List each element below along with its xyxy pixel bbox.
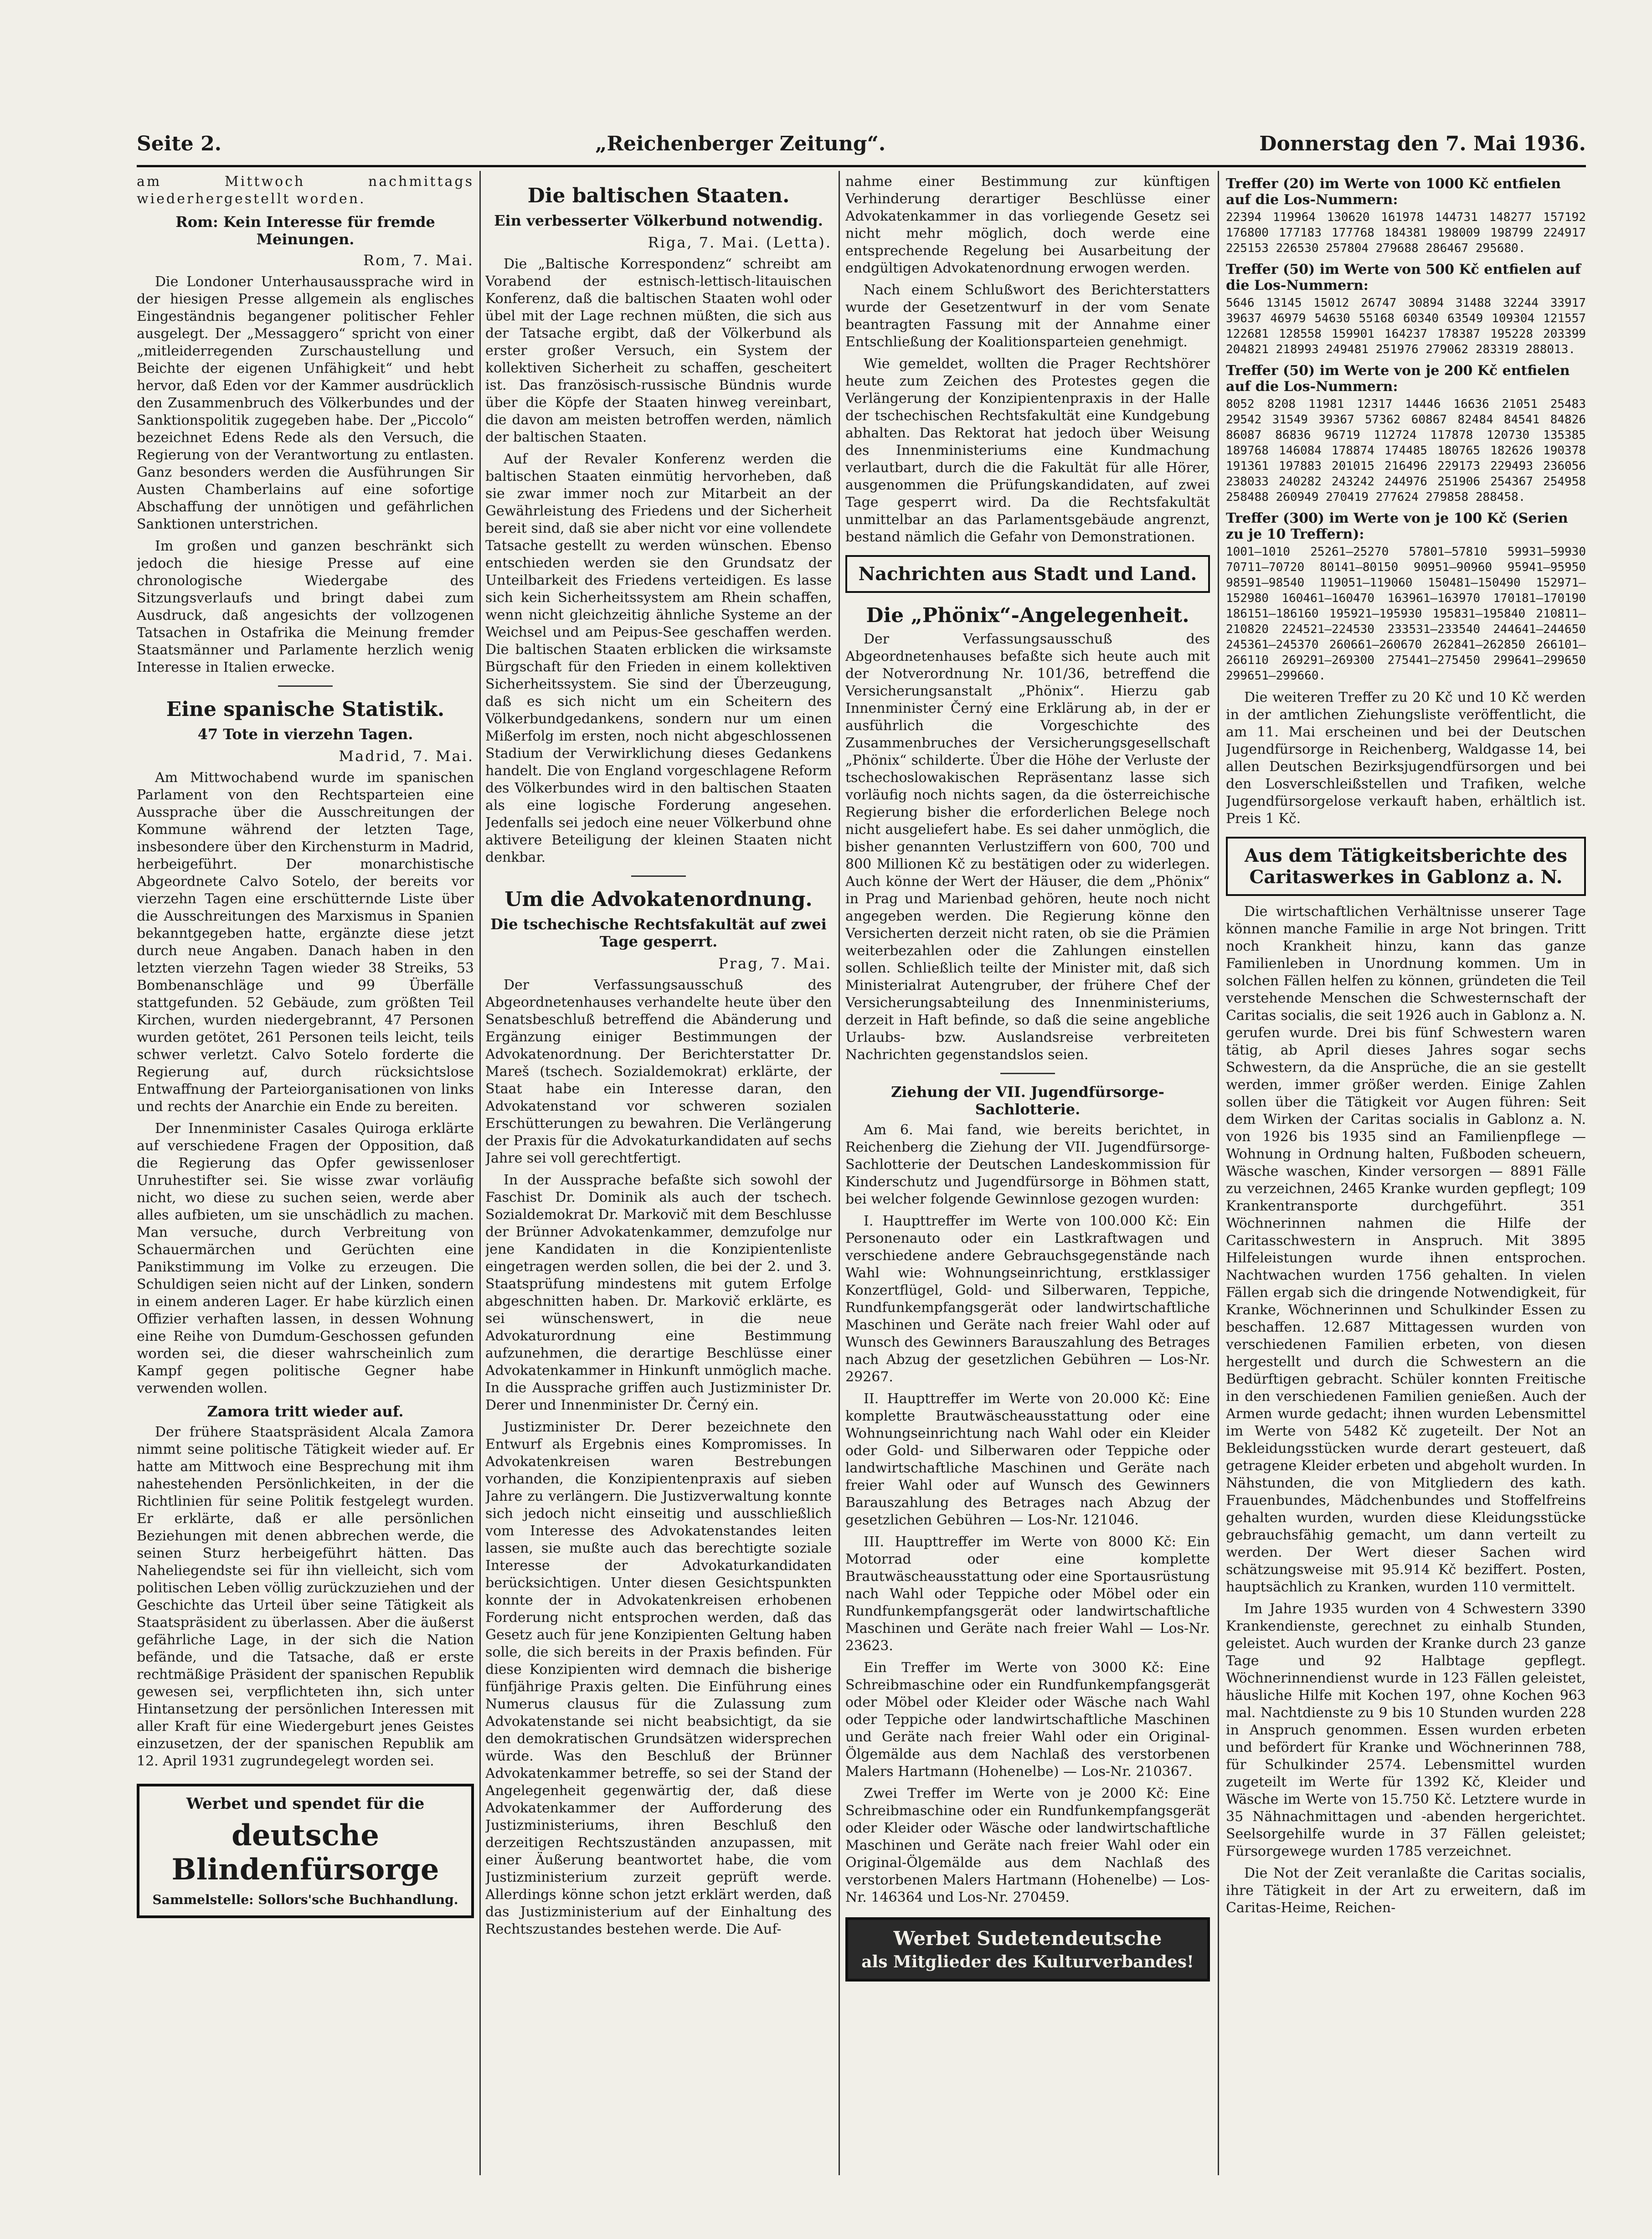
paragraph: Justizminister Dr. Derer bezeichnete den Entwurf als Ergebnis eines Kompromisses. In Advokatenkreisen waren Bestrebungen vorhanden, die Konzipientenpraxis auf sieben Jahre zu verlängern. Die Justizverwaltung konnte sich jedoch nicht einseitig und ausschließlich vom Interesse des Advokatenstandes leiten lassen, sie mußte auch das berechtigte soziale Interesse der Advokaturkandidaten berücksichtigen. Unter diesen Gesichtspunkten konnte der in Advokatenkreisen erhobenen Forderung nicht entsprochen werden, daß das Gesetz auch für jene Konzipienten Geltung haben solle, die sich bereits in der Praxis befinden. Für diese Konzipienten wird demnach die bisherige fünfjährige Praxis gelten. Die Einführung eines Numerus clausus für die Zulassung zum Advokatenstande sei nicht beabsichtigt, da sie den demokratischen Grundsätzen widersprechen würde. Was den Beschluß der Brünner Advokatenkammer betreffe, so sei der Stand der Angelegenheit gegenwärtig der, daß diese Advokatenkammer der Aufforderung des Justizministeriums, ihren Beschluß den derzeitigen Rechtszuständen anzupassen, mit einer Äußerung beantwortet habe, die vom Justizministerium zurzeit geprüft werde. Allerdings könne schon jetzt erklärt werden, daß das Justizministerium auf der Einhaltung des Rechtszustandes bestehen werde. Die Auf- [485, 1419, 832, 1937]
paragraph: II. Haupttreffer im Werte von 20.000 Kč: Eine komplette Brautwäscheausstattung oder eine Wohnungseinrichtung nach Wahl oder ein Kleider oder Gold- und Silberwaren oder Teppiche oder landwirtschaftliche Maschinen und Geräte nach freier Wahl oder auf Wunsch des Gewinners Barauszahlung des Betrages nach Abzug der gesetzlichen Gebühren — Los-Nr. 121046. [845, 1391, 1210, 1528]
dateline: Madrid, 7. Mai. [339, 747, 474, 765]
paragraph: Ein Treffer im Werte von 3000 Kč: Eine Schreibmaschine oder ein Rundfunkempfangsgerät oder Möbel oder Kleider oder Wäsche nach Wahl oder Teppiche oder landwirtschaftliche Maschinen und Geräte nach freier Wahl oder ein Original-Ölgemälde aus dem Nachlaß des verstorbenen Malers Hartmann (Hohenelbe) — Los-Nr. 210367. [845, 1660, 1210, 1780]
paragraph: Am Mittwochabend wurde im spanischen Parlament von den Rechtsparteien eine Aussprache über die Ausschreitungen der Kommune während der letzten Tage, insbesondere über den Kirchensturm in Madrid, herbeigeführt. Der monarchistische Abgeordnete Calvo Sotelo, der bereits vor vierzehn Tagen eine erschütternde Liste über die Ausschreitungen des Marxismus in Spanien bekanntgegeben hatte, ergänzte diese jetzt durch neue Angaben. Danach haben in den letzten vierzehn Tagen wieder 38 Streiks, 53 Bombenanschläge und 99 Überfälle stattgefunden. 52 Gebäude, zum größten Teil Kirchen, wurden niedergebrannt, 47 Personen wurden getötet, 261 Personen teils leicht, teils schwer verletzt. Calvo Sotelo forderte die Regierung auf, durch rücksichtslose Entwaffnung der Parteiorganisationen von links und rechts der Anarchie ein Ende zu bereiten. [137, 770, 474, 1115]
paragraph: Der frühere Staatspräsident Alcala Zamora nimmt seine politische Tätigkeit wieder auf. Er hatte am Mittwoch eine Besprechung mit ihm nahestehenden Persönlichkeiten, in der die Richtlinien für seine Politik festgelegt wurden. Er erklärte, daß er alle persönlichen Beziehungen mit denen abbrechen werde, die seinen Sturz herbeigeführt hätten. Das Naheliegendste sei für ihn vielleicht, sich vom politischen Leben völlig zurückzuziehen und der Geschichte das Urteil über seine Tätigkeit als Staatspräsident zu überlassen. Aber die äußerst gefährliche Lage, in der sich die Nation befände, und die Tatsache, daß er erste rechtmäßige Präsident der spanischen Republik gewesen sei, verpflichteten ihn, sich unter Hintansetzung der persönlichen Interessen mit aller Kraft für eine Wiedergeburt jenes Geistes einzusetzen, der der spanischen Republik am 12. April 1931 zugrundegelegt worden sei. [137, 1424, 474, 1769]
section-heading: Aus dem Tätigkeitsberichte des Caritaswerkes in Gablonz a. N. [1226, 837, 1586, 896]
column-divider [479, 171, 481, 2175]
ticket-numbers: 22394 119964 130620 161978 144731 148277 157192 176800 177183 177768 184381 198009 198799 224917 225153 226530 257804 279688 286467 295680. [1226, 211, 1586, 255]
ad-line: Werbet und spendet für die [186, 1795, 425, 1813]
dateline: Riga, 7. Mai. (Letta). [648, 234, 832, 251]
masthead-title: „Reichenberger Zeitung“. [595, 132, 886, 155]
paragraph: Nach einem Schlußwort des Berichterstatters wurde der Gesetzentwurf in der vom Senate beantragten Fassung mit der Annahme einer Entschließung der Koalitionsparteien genehmigt. [845, 282, 1210, 350]
paragraph: Die Londoner Unterhausaussprache wird in der hiesigen Presse allgemein als englisches Eingeständnis begangener politischer Fehler ausgelegt. Der „Messaggero“ spricht von einer „mitleiderregenden Zurschaustellung und Beichte der eigenen Unfähigkeit“ und hebt hervor, daß Eden vor der Kammer ausdrücklich den Zusammenbruch des Völkerbundes und der Sanktionspolitik zugegeben habe. Der „Piccolo“ bezeichnet Edens Rede als den Versuch, die Regierung von der Verantwortung zu entlasten. Ganz besonders werden die Ausführungen Sir Austen Chamberlains auf eine sofortige Abschaffung der unnötigen und gefährlichen Sanktionen unterstrichen. [137, 274, 474, 532]
paragraph: Im Jahre 1935 wurden von 4 Schwestern 3390 Krankendienste, gerechnet zu einhalb Stunden, geleistet. Auch wurden der Kranke durch 23 ganze Tage und 92 Halbtage gepflegt. Wöchnerinnendienst wurde in 123 Fällen geleistet, häusliche Hilfe mit Kochen 197, ohne Kochen 963 mal. Nachtdienste zu 9 bis 10 Stunden wurden 228 in Anspruch genommen. Essen wurden erbeten und befördert für Kranke und Wöchnerinnen 788, für Schulkinder 2574. Lebensmittel wurden zugeteilt im Werte für 1392 Kč, Kleider und Wäsche im Werte von 15.750 Kč. Letztere wurde in 35 Nähnachmittagen und -abenden hergerichtet. Seelsorgehilfe wurde in 37 Fällen geleistet; Fürsorgewege wurden 1785 verzeichnet. [1226, 1601, 1586, 1859]
banner-line: Werbet Sudetendeutsche [893, 1927, 1162, 1950]
paragraph: Der Verfassungsausschuß des Abgeordnetenhauses befaßte sich heute auch mit der Notverordnung Nr. 101/36, betreffend die Versicherungsanstalt „Phönix“. Hierzu gab Innenminister Černý eine Erklärung ab, in der er ausführlich die Vorgeschichte des Zusammenbruches der Versicherungsgesellschaft „Phönix“ schilderte. Über die Höhe der Verluste der tschechoslowakischen Repräsentanz lasse sich vorläufig noch nichts sagen, da die österreichische Regierung bisher die erforderlichen Belege noch nicht ausgeliefert habe. Es sei daher unmöglich, die bisher genannten Verlustziffern von 600, 700 und 800 Millionen Kč zu bestätigen oder zu widerlegen. Auch könne der Wert der Häuser, die dem „Phönix“ in Prag und Marienbad gehören, heute noch nicht angegeben werden. Die Regierung könne den Versicherten derzeit nicht raten, ob sie die Prämien weiterbezahlen oder die Zahlungen einstellen sollen. Schließlich teilte der Minister mit, daß sich Ministerialrat Autengruber, der frühere Chef der Versicherungsabteilung des Innenministeriums, derzeit in Haft befinde, so daß die seine angebliche Urlaubs- bzw. Auslandsreise verbreiteten Nachrichten gegenstandslos seien. [845, 631, 1210, 1063]
banner-advertisement [845, 1917, 1210, 1982]
separator [631, 875, 686, 877]
page-header [137, 128, 1586, 160]
dateline: Prag, 7. Mai. [718, 955, 832, 972]
column-3 [845, 173, 1210, 2175]
paragraph: Auf der Revaler Konferenz werden die baltischen Staaten einmütig hervorheben, daß sie zwar immer noch zur Mitarbeit an der Gewährleistung des Friedens und der Sicherheit bereit sind, daß sie aber nicht vor eine vollendete Tatsache gestellt zu werden wünschen. Ebenso entschieden werden sie den Grundsatz der Unteilbarkeit des Friedens verteidigen. Es lasse sich kein Sicherheitssystem am Rhein schaffen, wenn nicht gleichzeitig ähnliche Systeme an der Weichsel und am Peipus-See geschaffen werden. Die baltischen Staaten erblicken die wirksamste Bürgschaft für den Frieden in einem kollektiven Sicherheitssystem. Sie sind der Überzeugung, daß es sich nicht um ein Scheitern des Völkerbundgedankens, sondern nur um einen Mißerfolg im ersten, noch nicht abgeschlossenen Stadium der Verwirklichung dieses Gedankens handelt. Die von England vorgeschlagene Reform des Völkerbundes wird in den baltischen Staaten als eine logische Forderung angesehen. Jedenfalls sei jedoch eine neuer Völkerbund ohne aktivere Beteiligung der kleinen Staaten nicht denkbar. [485, 451, 832, 865]
banner-line: als Mitglieder des Kulturverbandes! [861, 1952, 1194, 1971]
paragraph: Wie gemeldet, wollten die Prager Rechtshörer heute zum Zeichen des Protestes gegen die Verlängerung der Konzipientenpraxis in der Halle der tschechischen Rechtsfakultät eine Kundgebung abhalten. Das Rektorat hat jedoch über Weisung des Innenministeriums eine Kundmachung verlautbart, durch die die Fakultät für alle Hörer, ausgenommen die Prüfungskandidaten, auf zwei Tage gesperrt wird. Da die Rechtsfakultät unmittelbar an das Parlamentsgebäude angrenzt, bestand nämlich die Gefahr von Demonstrationen. [845, 356, 1210, 545]
paragraph: Die „Baltische Korrespondenz“ schreibt am Vorabend der estnisch-lettisch-litauischen Konferenz, daß die baltischen Staaten wohl oder übel mit der Lage rechnen müßten, die sich aus der Tatsache ergibt, daß der Völkerbund als erster großer Versuch, ein System der kollektiven Sicherheit zu schaffen, gescheitert ist. Das französisch-russische Bündnis wurde über die Köpfe der Staaten hinweg vereinbart, die davon am meisten betroffen werden, nämlich der baltischen Staaten. [485, 256, 832, 445]
paragraph: Die wirtschaftlichen Verhältnisse unserer Tage können manche Familie in arge Not bringen. Tritt noch Krankheit hinzu, kann das ganze Familienleben in Unordnung kommen. Um in solchen Fällen helfen zu können, gründeten die Teil verstehende Menschen die Schwesternschaft der Caritas socialis, die seit 1926 auch in Gablonz a. N. gerufen wurde. Drei bis fünf Schwestern waren tätig, ab April dieses Jahres sogar sechs Schwestern, da die Ansprüche, die an sie gestellt werden, immer größer werden. Einige Zahlen sollen über die Tätigkeit vor Augen führen: Seit dem Wirken der Caritas socialis in Gablonz a. N. von 1926 bis 1935 sind an Familienpflege — Wohnung in Ordnung halten, Fußboden scheuern, Wäsche waschen, Kinder versorgen — 8891 Fälle zu verzeichnen, 2465 Kranke wurden gepflegt; 109 Krankentransporte durchgeführt. 351 Wöchnerinnen nahmen die Hilfe der Caritasschwestern in Anspruch. Mit 3895 Hilfeleistungen wurde ihnen entsprochen. Nachtwachen wurden 1756 gehalten. In vielen Fällen ergab sich die dringende Notwendigkeit, für Kranke, Wöchnerinnen und Schulkinder Essen zu beschaffen. 12.687 Mittagessen wurden von verschiedenen Familien erbeten, von diesen hergestellt und durch die Schwestern an die Bedürftigen gebracht. Schüler konnten Freitische in den verschiedenen Familien genießen. Auch der Armen wurde gedacht; ihnen wurden Lebensmittel im Werte von 5482 Kč zugeteilt. Der Not an Bekleidungsstücken wurde derart gesteuert, daß getragene Kleider erbeten und abgeholt wurden. In Nähstunden, die von Mitgliedern des kath. Frauenbundes, Mädchenbundes und Stoffelfreins gehalten wurden, wurden diese Kleidungsstücke gebrauchsfähig gemacht, um dann verteilt zu werden. Der Wert dieser Sachen wird schätzungsweise mit 95.914 Kč beziffert. Posten, hauptsächlich zu Kranken, wurden 110 vermittelt. [1226, 904, 1586, 1595]
paragraph: Die Not der Zeit veranlaßte die Caritas socialis, ihre Tätigkeit in der Art zu erweitern, daß im Caritas-Heime, Reichen- [1226, 1865, 1586, 1916]
page-number: Seite 2. [137, 132, 222, 155]
column-1 [137, 173, 474, 2175]
article-headline: Eine spanische Statistik. [166, 698, 445, 721]
article-subheadline: Ein verbesserter Völkerbund notwendig. [494, 212, 823, 229]
prize-tier-heading: Treffer (50) im Werte von je 200 Kč entfielen auf die Los-Nummern: [1226, 363, 1570, 395]
article-headline: Rom: Kein Interesse für fremde Meinungen. [175, 213, 435, 248]
article-headline: Die „Phönix“-Angelegenheit. [866, 604, 1189, 627]
article-headline: Um die Advokatenordnung. [504, 888, 813, 911]
ad-line: Sammelstelle: Sollors'sche Buchhandlung. [152, 1892, 458, 1907]
prize-tier-heading: Treffer (50) im Werte von 500 Kč entfielen auf die Los-Nummern: [1226, 262, 1581, 293]
paragraph: I. Haupttreffer im Werte von 100.000 Kč: Ein Personenauto oder ein Lastkraftwagen und verschiedene andere Gebrauchsgegenstände nach Wahl wie: Wohnungseinrichtung, erstklassiger Konzertflügel, Gold- und Silberwaren, Teppiche, Rundfunkempfangsgerät oder landwirtschaftliche Maschinen und Geräte nach freier Wahl oder auf Wunsch des Gewinners Barauszahlung des Betrages nach Abzug der gesetzlichen Gebühren — Los-Nr. 29267. [845, 1213, 1210, 1385]
ticket-numbers: 1001—1010 25261—25270 57801—57810 59931—59930 70711—70720 80141—80150 90951—90960 95941—95950 98591—98540 119051—119060 150481—150490 152971—152980 160461—160470 163961—163970 170181—170190 186151—186160 195921—195930 195831—195840 210811—210820 224521—224530 233531—233540 244641—244650 245361—245370 260661—260670 262841—262850 266101—266110 269291—269300 275441—275450 299641—299650 299651—299660. [1226, 545, 1586, 683]
paragraph: Der Innenminister Casales Quiroga erklärte auf verschiedene Fragen der Opposition, daß die Regierung das Opfer gewissenloser Unruhestifter sei. Sie wisse zwar vorläufig nicht, wo diese zu suchen seien, werde aber alles aufbieten, um sie unschädlich zu machen. Man versuche, durch Verbreitung von Schauermärchen und Gerüchten eine Panikstimmung im Volke zu erzeugen. Die Schuldigen seien nicht auf der Linken, sondern in einem anderen Lager. Er habe kürzlich einen Offizier verhaften lassen, in dessen Wohnung eine Reihe von Dumdum-Geschossen gefunden worden sei, die dieser wahrscheinlich zum Kampf gegen politische Gegner habe verwenden wollen. [137, 1121, 474, 1396]
advertisement [137, 1784, 474, 1918]
ticket-numbers: 8052 8208 11981 12317 14446 16636 21051 25483 29542 31549 39367 57362 60867 82484 84541 84826 86087 86836 96719 112724 117878 120730 135385 189768 146084 178874 174485 180765 182626 190378 191361 197883 201015 216496 229173 229493 236056 238033 240282 243242 244976 251906 254367 254958 258488 260949 270419 277624 279858 288458. [1226, 397, 1586, 504]
dateline: Rom, 7. Mai. [363, 252, 474, 269]
article-subheadline: 47 Tote in vierzehn Tagen. [197, 726, 413, 743]
continued-text: am Mittwoch nachmittags wiederhergestellt worden. [137, 174, 474, 207]
paragraph: Im großen und ganzen beschränkt sich jedoch die hiesige Presse auf eine chronologische Wiedergabe des Sitzungsverlaufs und bringt dabei zum Ausdruck, daß angesichts der vollzogenen Tatsachen in Ostafrika die Meinung fremder Staatsmänner und Parlamente herzlich wenig Interesse in Italien erwecke. [137, 538, 474, 675]
column-divider [839, 171, 840, 2175]
prize-tier-heading: Treffer (300) im Werte von je 100 Kč (Serien zu je 10 Treffern): [1226, 510, 1568, 542]
ad-title: deutsche Blindenfürsorge [171, 1818, 439, 1887]
paragraph: Der Verfassungsausschuß des Abgeordnetenhauses verhandelte heute über den Senatsbeschluß betreffend die Abänderung und Ergänzung einiger Bestimmungen der Advokatenordnung. Der Berichterstatter Dr. Mareš (tschech. Sozialdemokrat) erklärte, der Staat habe ein Interesse daran, den Advokatenstand vor schweren sozialen Erschütterungen zu bewahren. Die Verlängerung der Praxis für die Advokaturkandidaten auf sechs Jahre sei voll gerechtfertigt. [485, 977, 832, 1166]
column-divider [1218, 171, 1219, 2175]
paragraph: III. Haupttreffer im Werte von 8000 Kč: Ein Motorrad oder eine komplette Brautwäscheausstattung oder eine Sportausrüstung nach Wahl oder Teppiche oder Möbel oder ein Rundfunkempfangsgerät oder landwirtschaftliche Maschinen und Geräte nach freier Wahl — Los-Nr. 23623. [845, 1534, 1210, 1654]
article-headline: Zamora tritt wieder auf. [207, 1403, 404, 1420]
article-headline: Die baltischen Staaten. [527, 184, 790, 207]
section-heading: Nachrichten aus Stadt und Land. [845, 555, 1210, 593]
paragraph: Zwei Treffer im Werte von je 2000 Kč: Eine Schreibmaschine oder ein Rundfunkempfangsgerät oder Kleider oder Wäsche oder landwirtschaftliche Maschinen und Geräte nach freier Wahl oder ein Original-Ölgemälde aus dem Nachlaß des verstorbenen Malers Hartmann (Hohenelbe) — Los-Nr. 146364 und Los-Nr. 270459. [845, 1786, 1210, 1905]
paragraph: In der Aussprache befaßte sich sowohl der Faschist Dr. Dominik als auch der tschech. Sozialdemokrat Dr. Markovič mit dem Beschlusse der Brünner Advokatenkammer, demzufolge nur jene Kandidaten in die Konzipientenliste eingetragen werden sollen, die bei der 2. und 3. Staatsprüfung mindestens mit gutem Erfolge abgeschnitten haben. Dr. Markovič erklärte, es sei wünschenswert, in die neue Advokaturordnung eine Bestimmung aufzunehmen, die derartige Beschlüsse einer Advokatenkammer in Hinkunft unmöglich mache. In die Aussprache griffen auch Justizminister Dr. Derer und Innenminister Dr. Černý ein. [485, 1172, 832, 1413]
article-headline: Ziehung der VII. Jugendfürsorge-Sachlotterie. [891, 1083, 1164, 1118]
header-rule [137, 165, 1586, 167]
column-4 [1226, 173, 1586, 2175]
ticket-numbers: 5646 13145 15012 26747 30894 31488 32244 33917 39637 46979 54630 55168 60340 63549 109304 121557 122681 128558 159901 164237 178387 195228 203399 204821 218993 249481 251976 279062 283319 288013. [1226, 296, 1586, 356]
separator [278, 685, 333, 687]
separator [1000, 1073, 1055, 1074]
issue-date: Donnerstag den 7. Mai 1936. [1259, 132, 1586, 155]
prize-tier-heading: Treffer (20) im Werte von 1000 Kč entfielen auf die Los-Nummern: [1226, 176, 1561, 208]
column-2 [485, 173, 832, 2175]
paragraph: Am 6. Mai fand, wie bereits berichtet, in Reichenberg die Ziehung der VII. Jugendfürsorge-Sachlotterie der Deutschen Landeskommission für Kinderschutz und Jugendfürsorge in Böhmen statt, bei welcher folgende Gewinnlose gezogen wurden: [845, 1122, 1210, 1207]
paragraph: Die weiteren Treffer zu 20 Kč und 10 Kč werden in der amtlichen Ziehungsliste veröffentlicht, die am 11. Mai erscheinen und bei der Deutschen Jugendfürsorge in Reichenberg, Waldgasse 14, bei allen Deutschen Bezirksjugendfürsorgen und bei den Losverschleißstellen und Trafiken, welche Jugendfürsorgelose verkauft haben, erhältlich ist. Preis 1 Kč. [1226, 690, 1586, 827]
continued-text: nahme einer Bestimmung zur künftigen Verhinderung derartiger Beschlüsse einer Advokatenkammer in das vorliegende Gesetz sei nicht mehr möglich, doch werde eine entsprechende Regelung bei Ausarbeitung der endgültigen Advokatenordnung erwogen werden. [845, 174, 1210, 276]
article-subheadline: Die tschechische Rechtsfakultät auf zwei Tage gesperrt. [490, 916, 827, 950]
